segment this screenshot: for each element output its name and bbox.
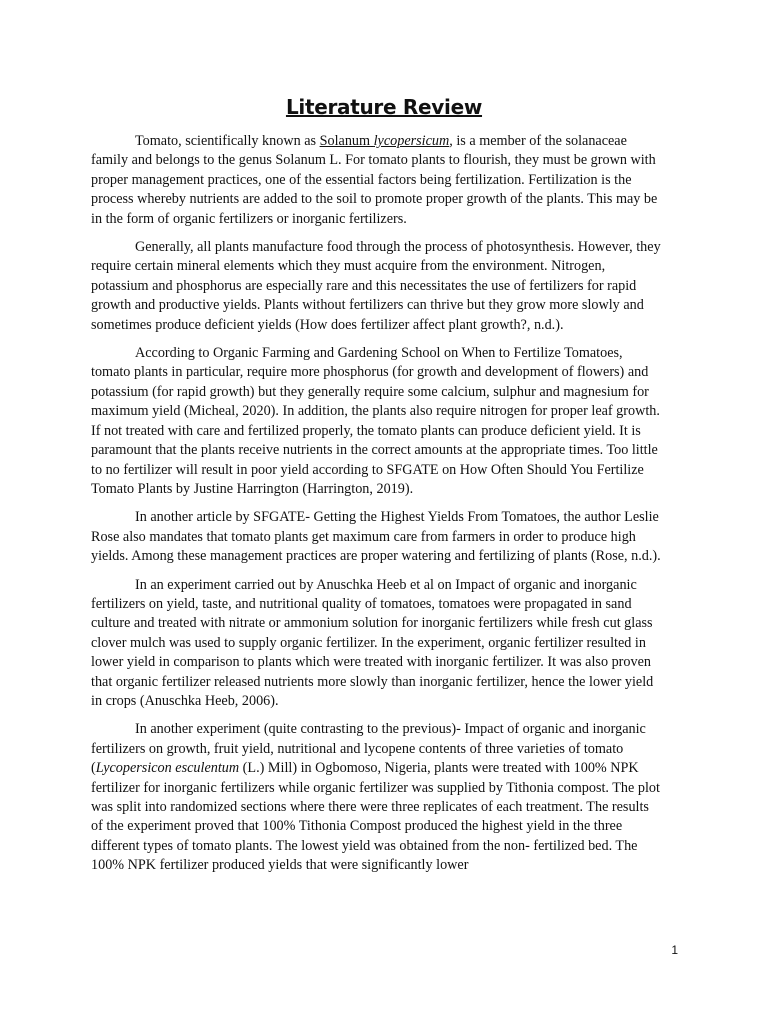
- paragraph-6: [91, 720, 661, 875]
- paragraph-1-text-a: Tomato, scientifically known as: [135, 133, 320, 149]
- paragraph-1: [91, 132, 661, 229]
- scientific-name: [320, 133, 450, 149]
- paragraph-1-text-b: , is a member of the solanaceae family and belongs to the genus Solanum L. For tomato plants to flourish, they must be grown with proper management practices, one of the essential factors being fertilization. Fertilization is the process whereby nutrients are added to the soil to promote proper growth of the plants. This may be in the form of organic fertilizers or inorganic fertilizers.: [91, 133, 658, 227]
- document-body: [91, 132, 661, 885]
- paragraph-4: In another article by SFGATE- Getting the Highest Yields From Tomatoes, the author Leslie Rose also mandates that tomato plants get maximum care from farmers in order to produce high yields. Among these management practices are proper watering and fertilizing of plants (Rose, n.d.).: [91, 509, 661, 565]
- paragraph-2: Generally, all plants manufacture food through the process of photosynthesis. However, they require certain mineral elements which they must acquire from the environment. Nitrogen, potassium and phosphorus are especially rare and this necessitates the use of fertilizers for rapid growth and productive yields. Plants without fertilizers can thrive but they grow more slowly and sometimes produce deficient yields (How does fertilizer affect plant growth?, n.d.).: [91, 239, 661, 333]
- scientific-genus: Solanum: [319, 133, 371, 149]
- scientific-species: lycopersicum: [373, 133, 450, 149]
- paragraph-3: According to Organic Farming and Gardening School on When to Fertilize Tomatoes, tomato plants in particular, require more phosphorus (for growth and development of flowers) and potassium (for rapid growth) but they generally require some calcium, sulphur and magnesium for maximum yield (Micheal, 2020). In addition, the plants also require nitrogen for proper leaf growth. If not treated with care and fertilized properly, the tomato plants can produce deficient yield. It is paramount that the plants receive nutrients in the correct amounts at the appropriate times. Too little to no fertilizer will result in poor yield according to SFGATE on How Often Should You Fertilize Tomato Plants by Justine Harrington (Harrington, 2019).: [91, 345, 660, 497]
- paragraph-6-species: Lycopersicon esculentum: [95, 760, 240, 777]
- paragraph-6-text-b: (L.) Mill) in Ogbomoso, Nigeria, plants were treated with 100% NPK fertilizer for inorganic fertilizers while organic fertilizer was supplied by Tithonia compost. The plot was split into randomized sections where there were three replicates of each treatment. The results of the experiment proved that 100% Tithonia Compost produced the highest yield in the three different types of tomato plants. The lowest yield was obtained from the non- fertilized bed. The 100% NPK fertilizer produced yields that were significantly lower: [91, 760, 660, 874]
- page-number: 1: [671, 943, 678, 957]
- page-title: Literature Review: [285, 95, 483, 119]
- paragraph-5: In an experiment carried out by Anuschka Heeb et al on Impact of organic and inorganic fertilizers on yield, taste, and nutritional quality of tomatoes, tomatoes were propagated in sand culture and treated with nitrate or ammonium solution for inorganic fertilizers while fresh cut glass clover mulch was used to supply organic fertilizer. In the experiment, organic fertilizer resulted in lower yield in comparison to plants which were treated with inorganic fertilizer. It was also proven that organic fertilizer released nutrients more slowly than inorganic fertilizer, hence the lower yield in crops (Anuschka Heeb, 2006).: [91, 576, 654, 709]
- paragraph-6-text-a: In another experiment (quite contrasting to the previous)- Impact of organic and inorganic fertilizers on growth, fruit yield, nutritional and lycopene contents of three varieties of tomato (: [91, 721, 646, 777]
